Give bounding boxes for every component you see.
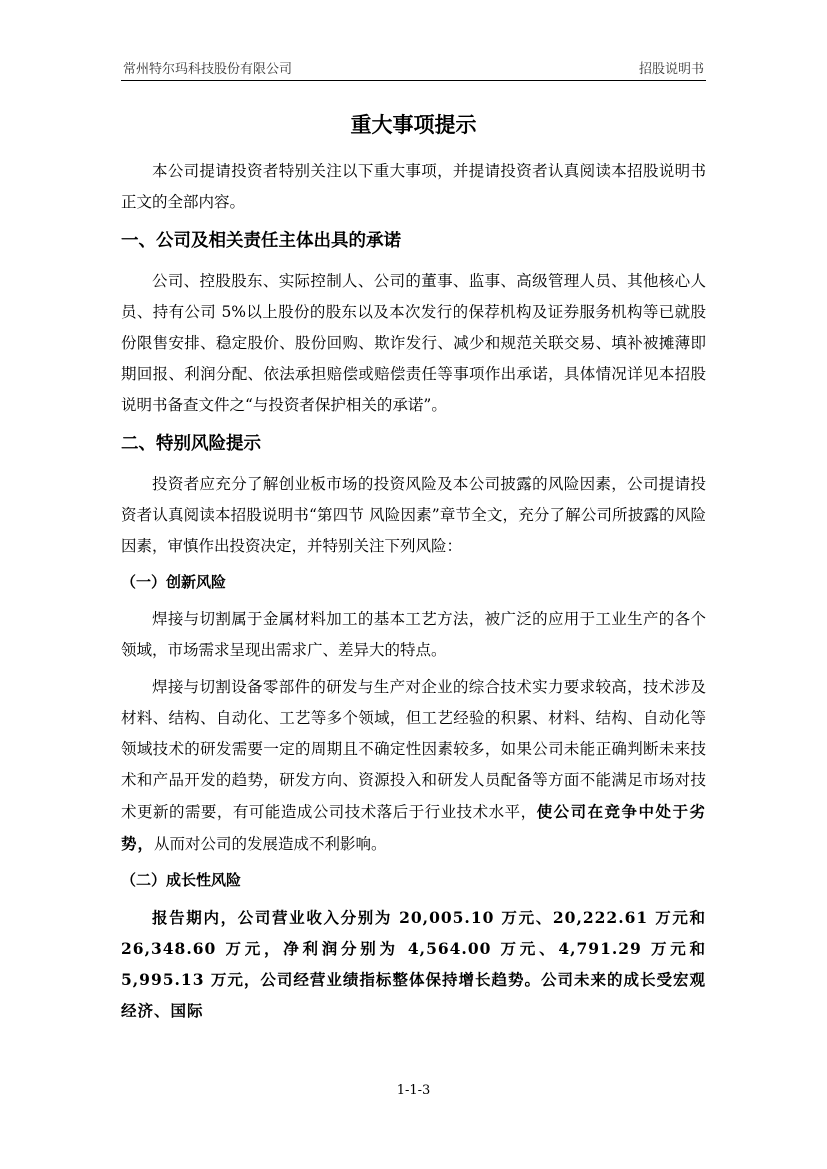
sub1-para2-end: 从而对公司的发展造成不利影响。	[154, 835, 387, 853]
header-rule	[121, 80, 706, 81]
sub1-para2-bold: 使公司在竞争中处于劣势，	[121, 802, 706, 853]
page-header	[121, 58, 706, 78]
sub1-paragraph-2	[121, 672, 706, 860]
sub1-paragraph-1: 焊接与切割属于金属材料加工的基本工艺方法，被广泛的应用于工业生产的各个领域，市场需求呈现出需求广、差异大的特点。	[121, 610, 706, 659]
page-content	[121, 100, 706, 1032]
header-company: 常州特尔玛科技股份有限公司	[123, 62, 293, 77]
section2-paragraph: 投资者应充分了解创业板市场的投资风险及本公司披露的风险因素，公司提请投资者认真阅读本招股说明书“第四节 风险因素”章节全文，充分了解公司所披露的风险因素，审慎作出投资决定，并特别关注下列风险：	[121, 475, 706, 555]
intro-paragraph: 本公司提请投资者特别关注以下重大事项，并提请投资者认真阅读本招股说明书正文的全部内容。	[121, 162, 706, 211]
section1-heading: 一、公司及相关责任主体出具的承诺	[121, 231, 401, 251]
page-title: 重大事项提示	[350, 113, 477, 137]
page-number: 1-1-3	[396, 1083, 431, 1098]
sub1-heading: （一）创新风险	[121, 573, 227, 591]
section2-heading: 二、特别风险提示	[121, 434, 261, 454]
sub1-para2-normal: 焊接与切割设备零部件的研发与生产对企业的综合技术实力要求较高，技术涉及材料、结构、自动化、工艺等多个领域，但工艺经验的积累、材料、结构、自动化等领域技术的研发需要一定的周期且不确定性因素较多，如果公司未能正确判断未来技术和产品开发的趋势，研发方向、资源投入和研发人员配备等方面不能满足市场对技术更新的需要，有可能造成公司技术落后于行业技术水平，	[121, 678, 706, 821]
section1-paragraph: 公司、控股股东、实际控制人、公司的董事、监事、高级管理人员、其他核心人员、持有公司 5%以上股份的股东以及本次发行的保荐机构及证券服务机构等已就股份限售安排、稳定股价、股份回购、欺诈发行、减少和规范关联交易、填补被摊薄即期回报、利润分配、依法承担赔偿或赔偿责任等事项作出承诺，具体情况详见本招股说明书备查文件之“与投资者保护相关的承诺”。	[121, 272, 706, 414]
header-doc-type: 招股说明书	[638, 62, 704, 77]
sub2-heading: （二）成长性风险	[121, 871, 242, 889]
sub2-paragraph: 报告期内，公司营业收入分别为 20,005.10 万元、20,222.61 万元和26,348.60 万元，净利润分别为 4,564.00 万元、4,791.29 万元和 5,995.13 万元，公司经营业绩指标整体保持增长趋势。公司未来的成长受宏观经济、国际	[121, 908, 706, 1020]
